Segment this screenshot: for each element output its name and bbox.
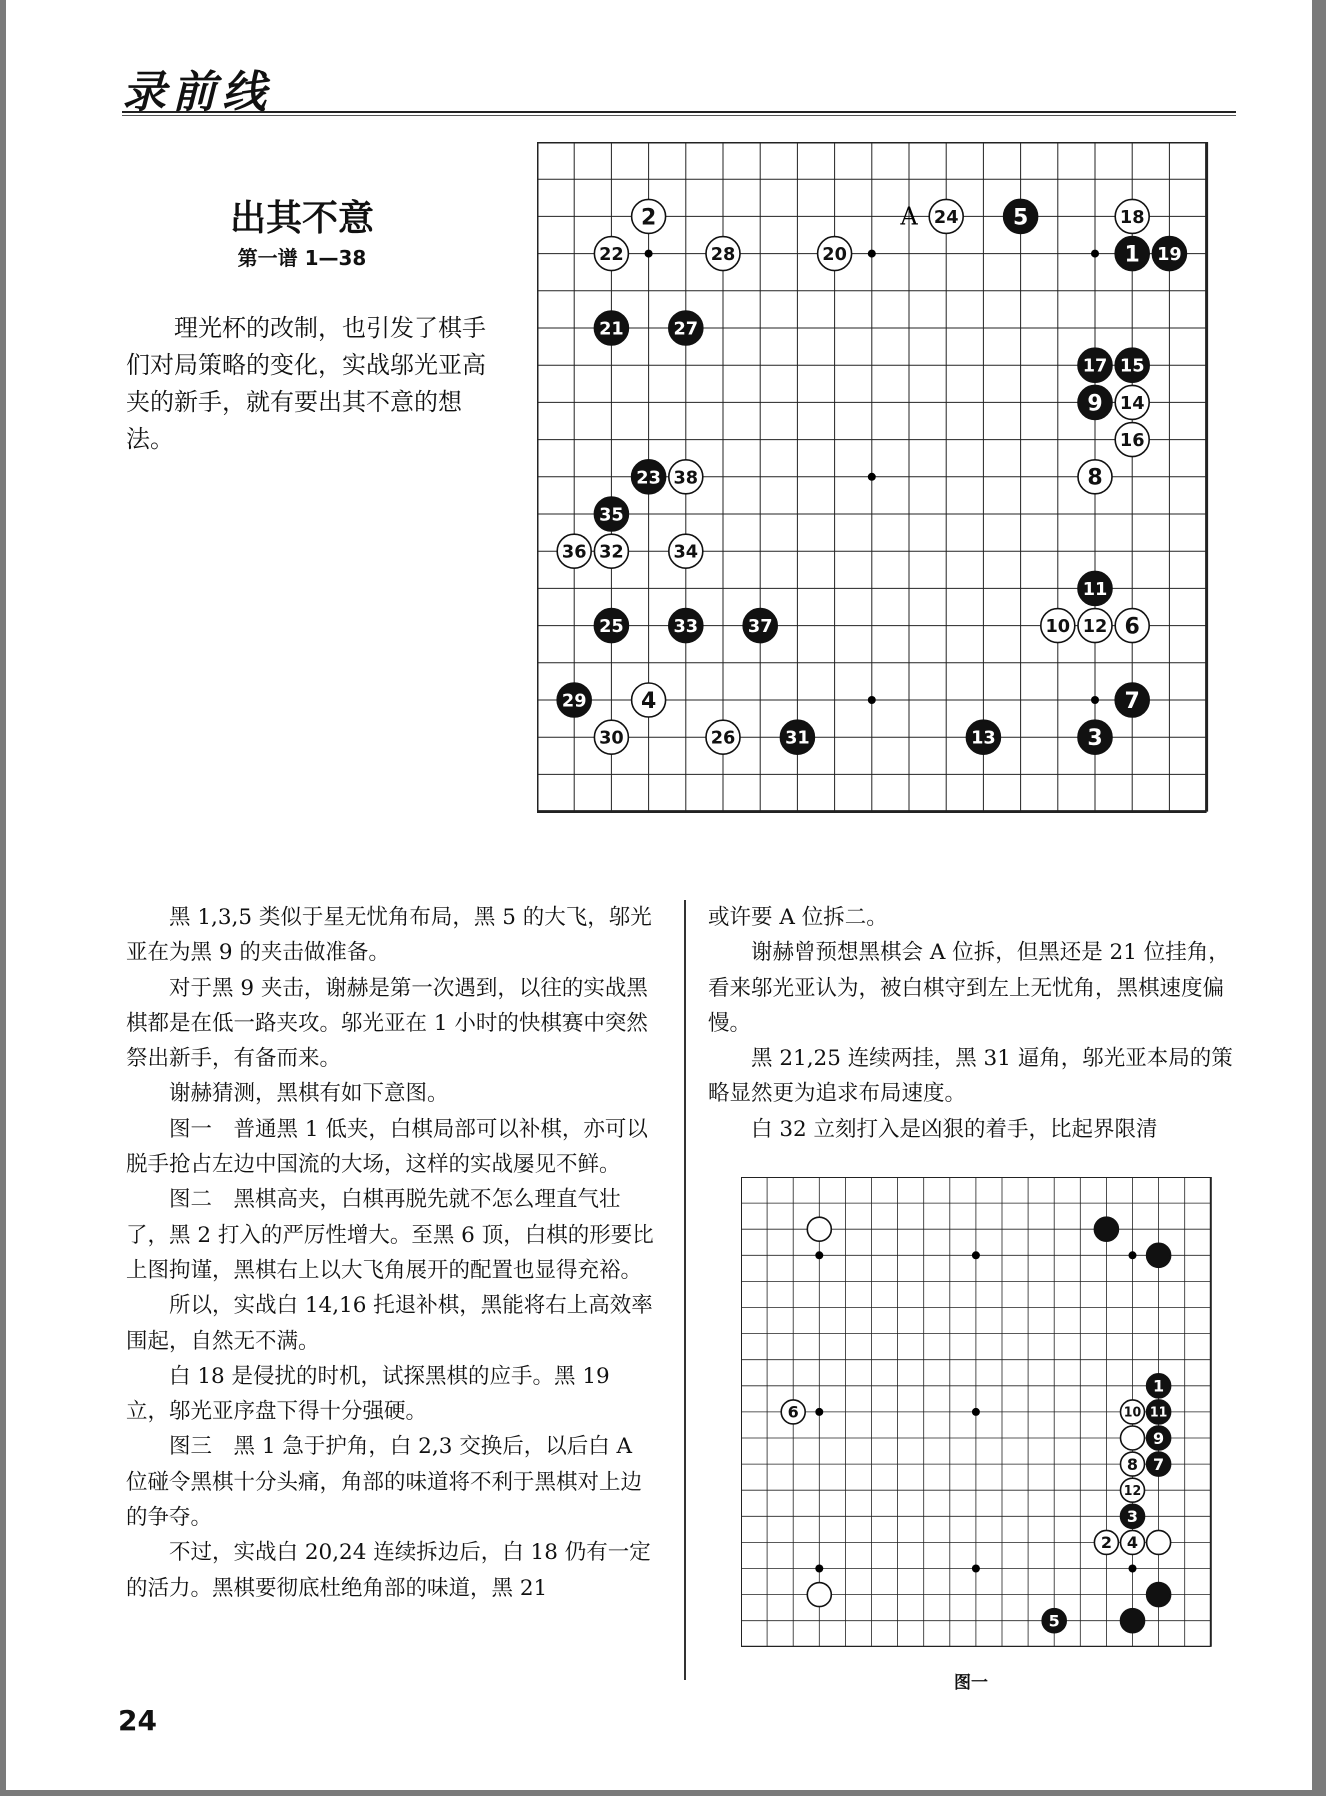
text-column-right bbox=[708, 900, 1238, 1147]
move-number: 13 bbox=[971, 727, 996, 749]
column-divider bbox=[684, 900, 686, 1680]
move-number: 12 bbox=[1123, 1483, 1142, 1499]
white-stone bbox=[807, 1583, 831, 1607]
move-number: 29 bbox=[561, 690, 587, 712]
hoshi-point bbox=[815, 1251, 823, 1259]
hoshi-point bbox=[868, 250, 876, 258]
move-number: 16 bbox=[1119, 430, 1145, 452]
paragraph: 白 18 是侵扰的时机，试探黑棋的应手。黑 19 立，邬光亚序盘下得十分强硬。 bbox=[126, 1363, 610, 1425]
move-number: 5 bbox=[1048, 1611, 1060, 1631]
move-number: 31 bbox=[785, 727, 810, 749]
move-number: 36 bbox=[561, 541, 587, 563]
move-number: 35 bbox=[599, 504, 624, 526]
move-number: 9 bbox=[1087, 391, 1103, 417]
move-number: 23 bbox=[636, 467, 661, 489]
paragraph: 图三 黑 1 急于护角，白 2,3 交换后，以后白 A 位碰令黑棋十分头痛，角部的味道将不利于黑棋对上边的争夺。 bbox=[126, 1434, 643, 1531]
move-number: 12 bbox=[1082, 616, 1108, 638]
intro-text bbox=[126, 310, 486, 458]
move-number: 8 bbox=[1126, 1454, 1139, 1474]
paragraph: 对于黑 9 夹击，谢赫是第一次遇到，以往的实战黑棋都是在低一路夹攻。邬光亚在 1 小时的快棋赛中突然祭出新手，有备而来。 bbox=[126, 975, 648, 1072]
go-board-figure-1 bbox=[741, 1177, 1213, 1647]
move-number: 15 bbox=[1119, 355, 1145, 377]
black-stone bbox=[1121, 1609, 1145, 1633]
hoshi-point bbox=[815, 1565, 823, 1573]
move-number: 3 bbox=[1087, 726, 1103, 752]
paragraph: 白 32 立刻打入是凶狠的着手，比起界限清 bbox=[751, 1116, 1158, 1142]
move-number: 2 bbox=[1100, 1533, 1112, 1553]
move-number: 2 bbox=[640, 205, 657, 231]
header-rule bbox=[122, 111, 1236, 113]
hoshi-point bbox=[645, 250, 653, 258]
paragraph: 所以，实战白 14,16 托退补棋，黑能将右上高效率围起，自然无不满。 bbox=[126, 1293, 653, 1354]
hoshi-point bbox=[972, 1408, 980, 1416]
move-number: 5 bbox=[1012, 205, 1029, 231]
move-number: 22 bbox=[599, 244, 624, 266]
paragraph: 不过，实战白 20,24 连续拆边后，白 18 仍有一定的活力。黑棋要彻底杜绝角部的味道，黑 21 bbox=[126, 1540, 651, 1601]
move-number: 8 bbox=[1087, 465, 1103, 491]
intro-paragraph: 理光杯的改制，也引发了棋手们对局策略的变化，实战邬光亚高夹的新手，就有要出其不意的想法。 bbox=[126, 314, 486, 453]
paragraph: 谢赫曾预想黑棋会 A 位拆，但黑还是 21 位挂角，看来邬光亚认为，被白棋守到左上无忧角，黑棋速度偏慢。 bbox=[708, 940, 1230, 1036]
text-column-left bbox=[126, 900, 658, 1606]
move-number: 6 bbox=[787, 1402, 799, 1422]
move-number: 10 bbox=[1123, 1405, 1142, 1421]
white-stone bbox=[1121, 1426, 1145, 1450]
go-board-main bbox=[537, 142, 1220, 813]
move-number: 7 bbox=[1153, 1454, 1165, 1474]
page-number: 24 bbox=[118, 1704, 157, 1737]
black-stone bbox=[1147, 1583, 1171, 1607]
paragraph: 黑 1,3,5 类似于星无忧角布局，黑 5 的大飞，邬光亚在为黑 9 的夹击做准备。 bbox=[126, 905, 652, 966]
article-title: 出其不意 bbox=[229, 198, 374, 239]
black-stone bbox=[1147, 1243, 1171, 1267]
move-number: 26 bbox=[710, 727, 736, 749]
hoshi-point bbox=[868, 696, 876, 704]
move-number: 4 bbox=[640, 688, 657, 714]
move-number: 33 bbox=[673, 616, 699, 638]
hoshi-point bbox=[1129, 1565, 1137, 1573]
move-number: 37 bbox=[747, 616, 773, 638]
move-number: 1 bbox=[1153, 1376, 1165, 1396]
move-number: 1 bbox=[1124, 242, 1140, 268]
move-number: 38 bbox=[673, 467, 699, 489]
hoshi-point bbox=[1091, 250, 1099, 258]
paragraph: 谢赫猜测，黑棋有如下意图。 bbox=[169, 1081, 449, 1107]
paragraph: 或许要 A 位拆二。 bbox=[708, 905, 888, 930]
move-number: 30 bbox=[599, 727, 624, 749]
move-number: 27 bbox=[673, 318, 699, 340]
white-stone bbox=[1147, 1530, 1171, 1554]
move-number: 11 bbox=[1149, 1405, 1168, 1421]
paragraph: 黑 21,25 连续两挂，黑 31 逼角，邬光亚本局的策略显然更为追求布局速度。 bbox=[708, 1046, 1233, 1107]
move-number: 24 bbox=[933, 206, 959, 228]
move-number: 21 bbox=[599, 318, 624, 340]
hoshi-point bbox=[1129, 1251, 1137, 1259]
header-rule-thin bbox=[122, 115, 1236, 116]
hoshi-point bbox=[815, 1408, 823, 1416]
move-number: 19 bbox=[1157, 244, 1182, 266]
move-number: 14 bbox=[1119, 392, 1145, 414]
move-number: 17 bbox=[1082, 355, 1108, 377]
black-stone bbox=[1094, 1217, 1118, 1241]
move-number: 20 bbox=[822, 244, 847, 266]
move-number: 18 bbox=[1119, 206, 1145, 228]
hoshi-point bbox=[1091, 696, 1099, 704]
move-number: 11 bbox=[1082, 578, 1108, 600]
move-number: 10 bbox=[1045, 616, 1071, 638]
move-number: 4 bbox=[1126, 1533, 1139, 1553]
move-number: 32 bbox=[599, 541, 624, 563]
hoshi-point bbox=[972, 1565, 980, 1573]
page bbox=[6, 0, 1312, 1790]
move-number: 6 bbox=[1124, 614, 1140, 640]
figure-caption: 图一 bbox=[954, 1673, 988, 1693]
move-number: 3 bbox=[1126, 1507, 1139, 1527]
header-title: 录前线 bbox=[122, 67, 272, 118]
move-number: 7 bbox=[1124, 688, 1140, 714]
hoshi-point bbox=[972, 1251, 980, 1259]
paragraph: 图一 普通黑 1 低夹，白棋局部可以补棋，亦可以脱手抢占左边中国流的大场，这样的实战屡见不鲜。 bbox=[126, 1116, 648, 1178]
white-stone bbox=[807, 1217, 831, 1241]
position-label-a: A bbox=[900, 202, 918, 231]
move-number: 25 bbox=[599, 616, 624, 638]
move-number: 34 bbox=[673, 541, 699, 563]
hoshi-point bbox=[868, 473, 876, 481]
move-number: 28 bbox=[710, 244, 736, 266]
paragraph: 图二 黑棋高夹，白棋再脱先就不怎么理直气壮了，黑 2 打入的严厉性增大。至黑 6 顶，白棋的形要比上图拘谨，黑棋右上以大飞角展开的配置也显得充裕。 bbox=[126, 1187, 654, 1283]
move-number: 9 bbox=[1153, 1428, 1165, 1448]
article-subtitle: 第一谱 1—38 bbox=[237, 246, 367, 270]
